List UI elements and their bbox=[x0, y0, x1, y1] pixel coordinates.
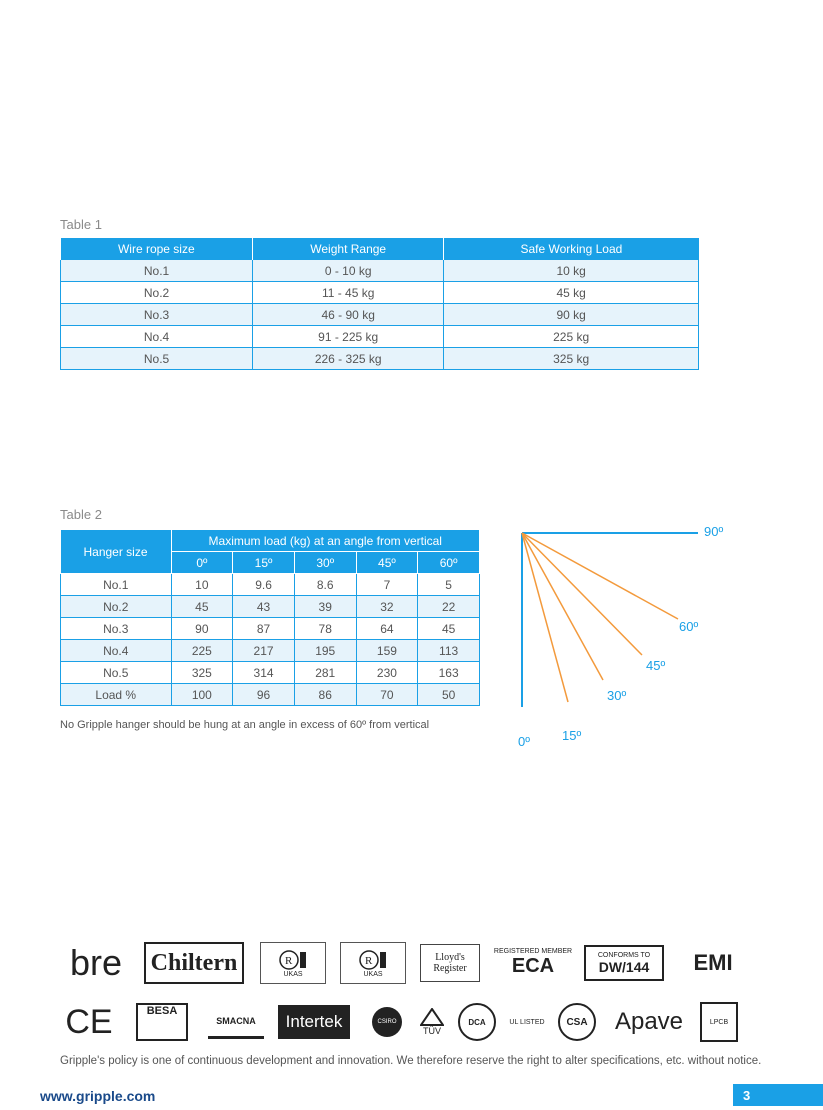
t2-cell: 10 bbox=[171, 574, 233, 596]
table-row bbox=[61, 304, 699, 326]
t1-cell: 226 - 325 kg bbox=[253, 348, 444, 370]
t2-cell: 9.6 bbox=[233, 574, 295, 596]
t2-header-group: Maximum load (kg) at an angle from vertical bbox=[171, 530, 480, 552]
table1-caption: Table 1 bbox=[60, 217, 102, 232]
t1-cell: 325 kg bbox=[444, 348, 699, 370]
table-row bbox=[61, 282, 699, 304]
t2-cell: 50 bbox=[418, 684, 480, 706]
t1-cell: No.5 bbox=[61, 348, 253, 370]
t2-cell: 32 bbox=[356, 596, 418, 618]
t2-cell: 78 bbox=[294, 618, 356, 640]
ray-15 bbox=[522, 533, 568, 702]
t2-cell: Load % bbox=[61, 684, 172, 706]
besa-logo: BESA bbox=[136, 1003, 188, 1041]
chiltern-logo: Chiltern bbox=[144, 942, 244, 984]
t2-cell: 159 bbox=[356, 640, 418, 662]
t1-header-swl: Safe Working Load bbox=[444, 238, 699, 260]
eca-logo bbox=[492, 948, 574, 978]
page-number: 3 bbox=[733, 1084, 823, 1106]
t2-cell: 87 bbox=[233, 618, 295, 640]
t2-cell: No.2 bbox=[61, 596, 172, 618]
table2-caption: Table 2 bbox=[60, 507, 102, 522]
table-row bbox=[61, 348, 699, 370]
ukas-logo-1 bbox=[260, 942, 326, 984]
t2-header-angle: 0º bbox=[171, 552, 233, 574]
table-row bbox=[61, 684, 480, 706]
t2-header-angle: 15º bbox=[233, 552, 295, 574]
t1-header-range: Weight Range bbox=[253, 238, 444, 260]
tuv-text: TÜV bbox=[423, 1026, 441, 1036]
t1-cell: 46 - 90 kg bbox=[253, 304, 444, 326]
crown-icon bbox=[358, 949, 388, 971]
triangle-icon bbox=[420, 1008, 444, 1026]
eca-member-text: REGISTERED MEMBER bbox=[493, 948, 573, 955]
t2-cell: 45 bbox=[171, 596, 233, 618]
eca-text: ECA bbox=[511, 955, 555, 977]
table-row bbox=[61, 640, 480, 662]
t2-header-angle: 60º bbox=[418, 552, 480, 574]
csa-logo: CSA bbox=[558, 1003, 596, 1041]
table-row bbox=[61, 596, 480, 618]
label-45: 45º bbox=[646, 658, 666, 673]
ul-listed-logo: UL LISTED bbox=[509, 1018, 545, 1026]
t1-cell: No.4 bbox=[61, 326, 253, 348]
dca-logo: DCA bbox=[458, 1003, 496, 1041]
dw144-text: DW/144 bbox=[598, 958, 650, 975]
t1-cell: No.1 bbox=[61, 260, 253, 282]
angle-diagram bbox=[500, 515, 740, 755]
label-60: 60º bbox=[679, 619, 699, 634]
table2-note: No Gripple hanger should be hung at an angle in excess of 60º from vertical bbox=[60, 719, 430, 731]
t2-cell: 96 bbox=[233, 684, 295, 706]
conforms-text: CONFORMS TO bbox=[597, 951, 651, 959]
table1 bbox=[60, 238, 699, 370]
t2-cell: 100 bbox=[171, 684, 233, 706]
t1-cell: No.2 bbox=[61, 282, 253, 304]
t2-cell: 45 bbox=[418, 618, 480, 640]
t2-cell: No.5 bbox=[61, 662, 172, 684]
ukas-logo-2 bbox=[340, 942, 406, 984]
t2-header-angle: 30º bbox=[294, 552, 356, 574]
csiro-logo: CSIRO bbox=[372, 1007, 402, 1037]
t1-cell: 0 - 10 kg bbox=[253, 260, 444, 282]
label-0: 0º bbox=[518, 734, 530, 749]
t1-cell: No.3 bbox=[61, 304, 253, 326]
t2-cell: 217 bbox=[233, 640, 295, 662]
t1-cell: 11 - 45 kg bbox=[253, 282, 444, 304]
t1-header-size: Wire rope size bbox=[61, 238, 253, 260]
t2-cell: No.3 bbox=[61, 618, 172, 640]
t1-cell: 45 kg bbox=[444, 282, 699, 304]
table-row bbox=[61, 326, 699, 348]
table-row bbox=[61, 662, 480, 684]
t2-cell: 8.6 bbox=[294, 574, 356, 596]
t2-header-angle: 45º bbox=[356, 552, 418, 574]
t2-cell: 64 bbox=[356, 618, 418, 640]
t1-cell: 10 kg bbox=[444, 260, 699, 282]
policy-statement: Gripple's policy is one of continuous development and innovation. We therefore reserve the right to alter specifications, etc. without notice. bbox=[60, 1055, 762, 1067]
label-30: 30º bbox=[607, 688, 627, 703]
t2-cell: 325 bbox=[171, 662, 233, 684]
apave-logo: Apave bbox=[614, 1008, 684, 1035]
t2-cell: No.4 bbox=[61, 640, 172, 662]
t2-cell: 230 bbox=[356, 662, 418, 684]
svg-text:R: R bbox=[285, 954, 293, 967]
certification-logos-row1 bbox=[60, 940, 760, 986]
label-90: 90º bbox=[704, 524, 724, 539]
ukas-text: UKAS bbox=[283, 970, 303, 978]
table-row bbox=[61, 260, 699, 282]
ukas-text: UKAS bbox=[363, 970, 383, 978]
t2-cell: 70 bbox=[356, 684, 418, 706]
t2-cell: 225 bbox=[171, 640, 233, 662]
t2-cell: No.1 bbox=[61, 574, 172, 596]
t2-cell: 43 bbox=[233, 596, 295, 618]
t1-cell: 90 kg bbox=[444, 304, 699, 326]
table-row bbox=[61, 574, 480, 596]
smacna-logo: SMACNA bbox=[208, 1006, 264, 1039]
tuv-logo bbox=[414, 1008, 450, 1036]
t2-cell: 163 bbox=[418, 662, 480, 684]
t1-cell: 91 - 225 kg bbox=[253, 326, 444, 348]
label-15: 15º bbox=[562, 728, 582, 743]
t1-cell: 225 kg bbox=[444, 326, 699, 348]
footer-website-link[interactable]: www.gripple.com bbox=[40, 1088, 156, 1104]
svg-text:R: R bbox=[365, 954, 373, 967]
t2-header-hanger: Hanger size bbox=[61, 530, 172, 574]
certification-logos-row2 bbox=[60, 1000, 760, 1044]
lpcb-logo: LPCB bbox=[700, 1002, 738, 1042]
t2-cell: 5 bbox=[418, 574, 480, 596]
t2-cell: 113 bbox=[418, 640, 480, 662]
table-row bbox=[61, 618, 480, 640]
ray-45 bbox=[522, 533, 642, 655]
dw144-logo bbox=[584, 945, 664, 981]
table2 bbox=[60, 530, 480, 706]
t2-cell: 86 bbox=[294, 684, 356, 706]
bre-logo: bre bbox=[69, 942, 123, 983]
lloyds-register-logo: Lloyd's Register bbox=[420, 944, 480, 982]
t2-cell: 22 bbox=[418, 596, 480, 618]
crown-icon bbox=[278, 949, 308, 971]
t2-cell: 90 bbox=[171, 618, 233, 640]
t2-cell: 195 bbox=[294, 640, 356, 662]
emi-logo: EMI bbox=[693, 950, 733, 975]
t2-cell: 314 bbox=[233, 662, 295, 684]
t2-cell: 39 bbox=[294, 596, 356, 618]
intertek-logo: Intertek bbox=[278, 1005, 350, 1039]
t2-cell: 7 bbox=[356, 574, 418, 596]
ce-mark-logo: CE bbox=[65, 1002, 113, 1041]
t2-cell: 281 bbox=[294, 662, 356, 684]
